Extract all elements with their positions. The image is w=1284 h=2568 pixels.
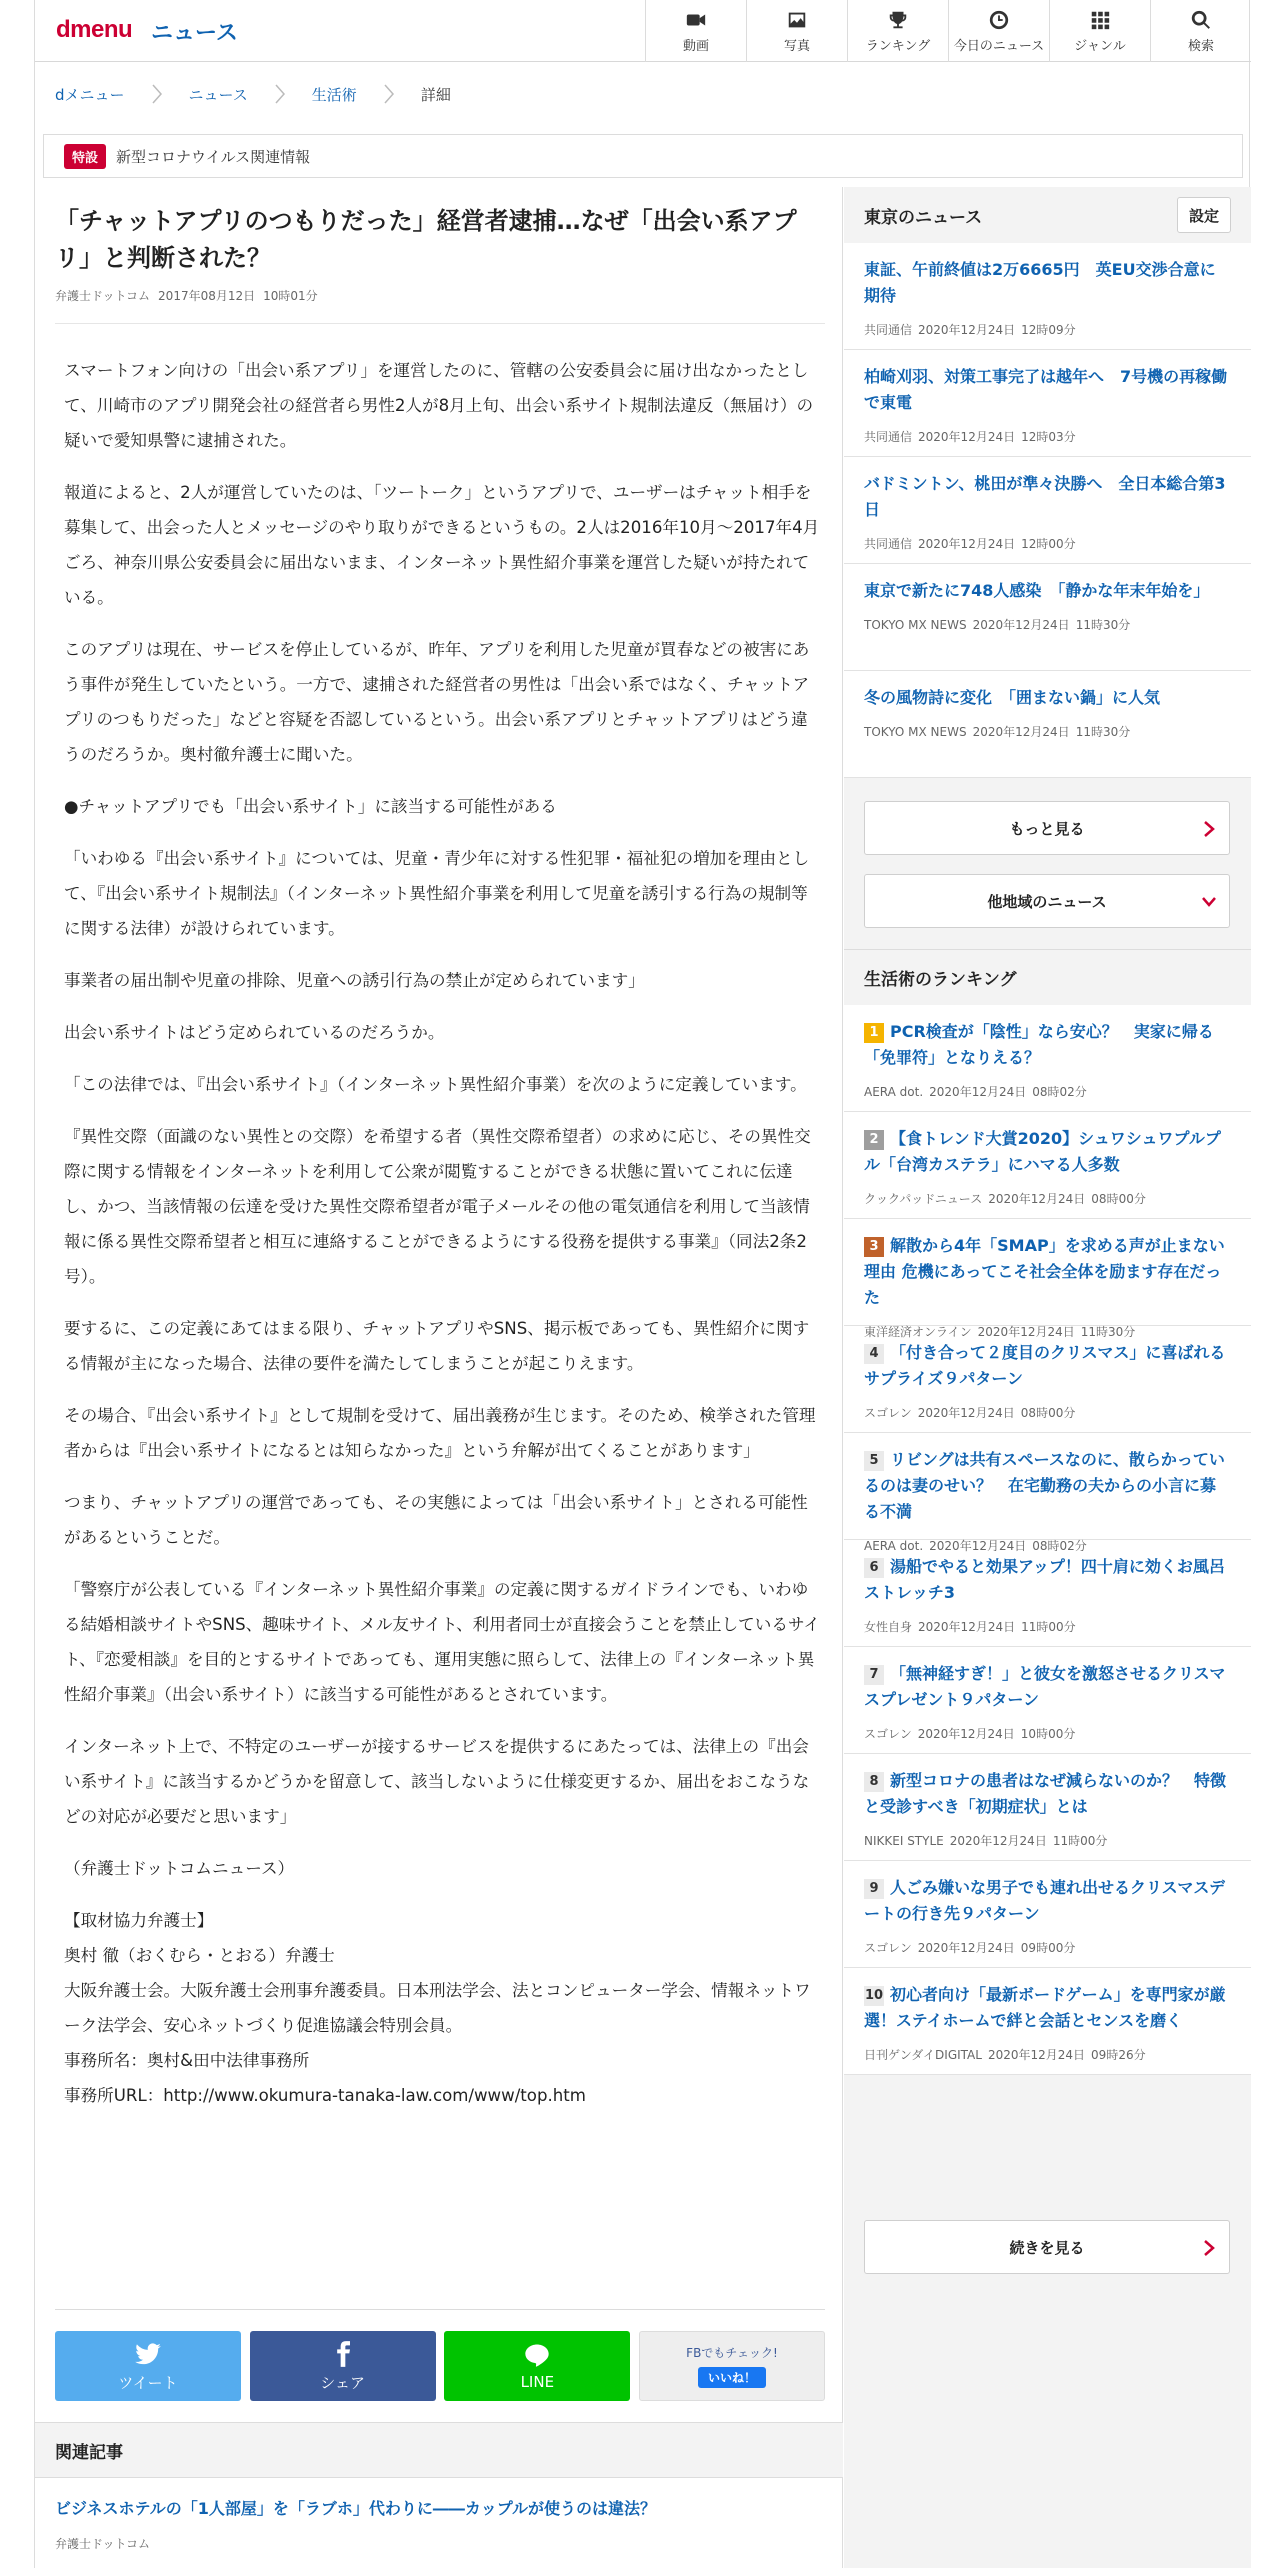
ranking-title-text[interactable]: 8 新型コロナの患者はなぜ減らないのか？ 特徴と受診すべき「初期症状」とは [864,1771,1227,1816]
tokyo-news-title: 東京のニュース [864,207,983,228]
search-icon [1190,9,1212,31]
nav-label: 検索 [1187,38,1214,54]
chevron-down-icon [1201,892,1217,912]
tokyo-news-list [844,243,1251,778]
news-item[interactable] [844,350,1251,457]
nav-label: 写真 [783,38,810,54]
bio-description: 大阪弁護士会。大阪弁護士会刑事弁護委員。日本刑法学会、法とコンピューター学会、情報ネットワーク法学会、安心ネットづくり促進協議会特別会員。 [64,1981,811,2035]
sidebar [844,187,1251,2568]
ranking-meta: スゴレン 2020年12月24日 09時00分 [864,1941,1076,1955]
nav-ranking[interactable] [847,0,948,62]
rank-badge: 5 [864,1451,884,1471]
chevron-right-icon [248,63,312,125]
nav-label: ランキング [865,38,931,54]
rank-badge: 7 [864,1665,884,1685]
breadcrumb-lifestyle[interactable]: 生活術 [311,85,357,104]
tokyo-news-heading [844,187,1251,243]
article-paragraph: 事業者の届出制や児童の排除、児童への誘引行為の禁止が定められています」 [64,971,645,990]
bio-office-url: 事務所URL：http://www.okumura-tanaka-law.com/www/top.htm [64,2086,586,2105]
ranking-item[interactable] [844,1219,1251,1339]
article-paragraph: 「いわゆる『出会い系サイト』については、児童・青少年に対する性犯罪・福祉犯の増加を理由として、『出会い系サイト規制法』（インターネット異性紹介事業を利用して児童を誘引する行為の規制等に関する法律）が設けられています。 [64,849,810,938]
related-article-item[interactable] [55,2495,825,2552]
nav-label: 動画 [682,38,709,54]
breadcrumb-news[interactable]: ニュース [188,85,248,104]
ranking-meta: クックパッドニュース 2020年12月24日 08時00分 [864,1192,1146,1206]
ranking-title: 生活術のランキング [864,970,1017,990]
clock-icon [988,9,1010,31]
article-paragraph: このアプリは現在、サービスを停止しているが、昨年、アプリを利用した児童が買春などの被害にあう事件が発生していたという。一方で、逮捕された経営者の男性は「出会い系ではなく、チャットアプリのつもりだった」などと容疑を否認しているという。出会い系アプリとチャットアプリはどう違うのだろうか。奥村徹弁護士に聞いた。 [64,640,810,764]
special-badge: 特設 [64,144,106,169]
chevron-right-icon [125,63,189,125]
ranking-title-text[interactable]: 1 PCR検査が「陰性」なら安心？ 実家に帰る「免罪符」となりえる？ [864,1022,1214,1067]
bio-office: 事務所名：奥村&田中法律事務所 [64,2051,310,2070]
rank-badge: 10 [864,1986,884,2006]
settings-button[interactable]: 設定 [1177,197,1231,233]
news-title[interactable]: 冬の風物詩に変化 「囲まない鍋」に人気 [864,688,1161,707]
other-regions-button[interactable] [864,874,1230,928]
rank-badge: 1 [864,1023,884,1043]
rank-badge: 8 [864,1772,884,1792]
rank-badge: 6 [864,1558,884,1578]
news-item[interactable] [844,564,1251,671]
ranking-item[interactable] [844,1326,1251,1433]
ranking-meta: 日刊ゲンダイDIGITAL 2020年12月24日 09時26分 [864,2048,1146,2062]
ranking-meta: スゴレン 2020年12月24日 08時00分 [864,1406,1076,1420]
ranking-meta: NIKKEI STYLE 2020年12月24日 11時00分 [864,1834,1108,1848]
ranking-list [844,1005,1251,2075]
news-title[interactable]: 柏崎刈羽、対策工事完了は越年へ 7号機の再稼働で東電 [864,367,1228,412]
article-paragraph: 『異性交際（面識のない異性との交際）を希望する者（異性交際希望者）の求めに応じ、その異性交際に関する情報をインターネットを利用して公衆が閲覧することができる状態に置いてこれに伝達し、かつ、当該情報の伝達を受けた異性交際希望者が電子メールその他の電気通信を利用して当該情報に係る異性交際希望者と相互に連絡することができるようにする役務を提供する事業』（同法2条2号）。 [64,1127,811,1286]
more-news-label: もっと見る [1009,819,1085,838]
article-title: 「チャットアプリのつもりだった」経営者逮捕…なぜ「出会い系アプリ」と判断された？ [55,207,797,272]
news-title[interactable]: バドミントン、桃田が準々決勝へ 全日本総合第3日 [864,474,1226,519]
article-time: 10時01分 [263,289,318,303]
line-icon [523,2341,551,2369]
ranking-item[interactable] [844,1005,1251,1112]
breadcrumb-dmenu[interactable]: dメニュー [55,85,125,104]
news-item[interactable] [844,671,1251,778]
news-title[interactable]: 東京で新たに748人感染 「静かな年末年始を」 [864,581,1210,600]
rank-badge: 2 [864,1130,884,1150]
news-meta: 共同通信 2020年12月24日 12時09分 [864,323,1076,337]
bio-heading: 【取材協力弁護士】 [64,1911,214,1930]
share-bar [55,2331,825,2401]
other-regions-label: 他地域のニュース [987,892,1107,911]
facebook-icon [329,2340,357,2368]
article-subheading: ●チャットアプリでも「出会い系サイト」に該当する可能性がある [64,797,557,816]
ranking-title-text[interactable]: 6 湯船でやると効果アップ！四十肩に効くお風呂ストレッチ3 [864,1557,1225,1602]
article-paragraph: 「この法律では、『出会い系サイト』（インターネット異性紹介事業）を次のように定義しています。 [64,1075,807,1094]
rank-badge: 9 [864,1879,884,1899]
ranking-more-label: 続きを見る [1009,2238,1085,2257]
ranking-title-text[interactable]: 10 初心者向け「最新ボードゲーム」を専門家が厳選！ステイホームで絆と会話とセンスを磨く [864,1985,1226,2030]
ranking-meta: スゴレン 2020年12月24日 10時00分 [864,1727,1076,1741]
video-camera-icon [685,9,707,31]
article-body [64,353,824,2113]
news-meta: TOKYO MX NEWS 2020年12月24日 11時30分 [864,725,1131,739]
news-item[interactable] [844,457,1251,564]
ranking-item[interactable] [844,1968,1251,2075]
nav-search[interactable] [1150,0,1251,62]
share-label: シェア [320,2373,365,2392]
chevron-right-icon [1201,2238,1217,2258]
special-feature-banner[interactable] [43,134,1243,178]
ranking-title-text[interactable]: 2 【食トレンド大賞2020】シュワシュワプルプル「台湾カステラ」にハマる人多数 [864,1129,1221,1174]
article-paragraph: スマートフォン向けの「出会い系アプリ」を運営したのに、管轄の公安委員会に届け出なかったとして、川崎市のアプリ開発会社の経営者ら男性2人が8月上旬、出会い系サイト規制法違反（無届け）の疑いで愛知県警に逮捕された。 [64,361,814,450]
global-nav [645,0,1251,62]
facebook-like-button[interactable]: いいね！ [698,2367,766,2388]
trophy-icon [887,9,909,31]
article-meta [55,287,326,304]
breadcrumb-current: 詳細 [420,85,451,104]
twitter-bird-icon [134,2340,162,2368]
news-title[interactable]: 東証、午前終値は2万6665円 英EU交渉合意に期待 [864,260,1216,305]
article-credit: （弁護士ドットコムニュース） [64,1859,295,1878]
related-article-source: 弁護士ドットコム [55,2537,151,2551]
photo-icon [786,9,808,31]
facebook-share-button[interactable] [250,2331,436,2401]
ranking-title-text[interactable]: 5 リビングは共有スペースなのに、散らかっているのは妻のせい？ 在宅勤務の夫からの小言に募る不満 [864,1450,1225,1521]
site-header [35,0,1251,62]
nav-today-news[interactable] [948,0,1049,62]
grid-icon [1089,9,1111,31]
nav-genre[interactable] [1049,0,1150,62]
ranking-meta: 東洋経済オンライン 2020年12月24日 11時30分 [864,1325,1136,1339]
bio-name: 奥村 徹（おくむら・とおる）弁護士 [64,1946,335,1965]
ranking-item[interactable] [844,1112,1251,1219]
tweet-button[interactable] [55,2331,241,2401]
page-container [34,0,1250,2568]
news-meta: 共同通信 2020年12月24日 12時03分 [864,430,1076,444]
ranking-item[interactable] [844,1540,1251,1647]
dmenu-logo[interactable]: dmenu [56,16,133,43]
article-paragraph: その場合、『出会い系サイト』として規制を受けて、届出義務が生じます。そのため、検挙された管理者からは『出会い系サイトになるとは知らなかった』という弁解が出てくることがあります」 [64,1406,816,1460]
tweet-label: ツイート [118,2373,178,2392]
ranking-more-button[interactable] [864,2220,1230,2274]
chevron-right-icon [1201,819,1217,839]
ranking-item[interactable] [844,1754,1251,1861]
ranking-meta: 女性自身 2020年12月24日 11時00分 [864,1620,1076,1634]
ranking-title-text[interactable]: 7 「無神経すぎ！」と彼女を激怒させるクリスマスプレゼント９パターン [864,1664,1226,1709]
divider [55,323,825,324]
news-item[interactable] [844,243,1251,350]
news-meta: 共同通信 2020年12月24日 12時00分 [864,537,1076,551]
article-paragraph: 出会い系サイトはどう定められているのだろうか。 [64,1023,445,1042]
nav-photo[interactable] [746,0,847,62]
main-column [35,187,843,2568]
line-label: LINE [520,2373,555,2391]
breadcrumb [35,63,1251,125]
article-paragraph: インターネット上で、不特定のユーザーが接するサービスを提供するにあたっては、法律上の『出会い系サイト』に該当するかどうかを留意して、該当しないように仕様変更するか、届出をおこなうなどの対応が必要だと思います」 [64,1737,810,1826]
article-paragraph: 「警察庁が公表している『インターネット異性紹介事業』の定義に関するガイドラインでも、いわゆる結婚相談サイトやSNS、趣味サイト、メル友サイト、利用者同士が直接会うことを禁止しているサイト、『恋愛相談』を目的とするサイトであっても、運用実態に照らして、法律上の『インターネット異性紹介事業』（出会い系サイト）に該当する可能性があるとされています。 [64,1580,820,1704]
article-source: 弁護士ドットコム [55,289,151,303]
article-paragraph: 報道によると、2人が運営していたのは、「ツートーク」というアプリで、ユーザーはチャット相手を募集して、出会った人とメッセージのやり取りができるというもの。2人は2016年10月〜2017年4月ごろ、神奈川県公安委員会に届出ないまま、インターネット異性紹介事業を運営した疑いが持たれている。 [64,483,820,607]
nav-video[interactable] [645,0,746,62]
ranking-title-text[interactable]: 9 人ごみ嫌いな男子でも連れ出せるクリスマスデートの行き先９パターン [864,1878,1226,1923]
ranking-item[interactable] [844,1433,1251,1553]
chevron-right-icon [357,63,421,125]
ranking-item[interactable] [844,1861,1251,1968]
more-news-button[interactable] [864,801,1230,855]
nav-label: ジャンル [1074,38,1126,54]
rank-badge: 4 [864,1344,884,1364]
fb-check-text: FBでもチェック! [686,2346,778,2360]
line-share-button[interactable] [444,2331,630,2401]
article-date: 2017年08月12日 [158,289,256,303]
divider [55,2309,825,2310]
special-link-text[interactable]: 新型コロナウイルス関連情報 [116,147,311,166]
news-meta: TOKYO MX NEWS 2020年12月24日 11時30分 [864,618,1131,632]
ranking-title-text[interactable]: 4 「付き合って２度目のクリスマス」に喜ばれるサプライズ９パターン [864,1343,1226,1388]
lawyer-bio [64,1903,824,2113]
article-paragraph: 要するに、この定義にあてはまる限り、チャットアプリやSNS、掲示板であっても、異性紹介に関する情報が主になった場合、法律の要件を満たしてしまうことが起こりえます。 [64,1319,810,1373]
facebook-like-box[interactable] [639,2331,825,2401]
nav-label: 今日のニュース [953,38,1045,54]
ranking-item[interactable] [844,1647,1251,1754]
related-articles-heading: 関連記事 [35,2422,843,2478]
rank-badge: 3 [864,1237,884,1257]
article-paragraph: つまり、チャットアプリの運営であっても、その実態によっては「出会い系サイト」とされる可能性があるということだ。 [64,1493,808,1547]
ranking-meta: AERA dot. 2020年12月24日 08時02分 [864,1539,1087,1553]
ranking-meta: AERA dot. 2020年12月24日 08時02分 [864,1085,1087,1099]
ranking-heading [844,949,1251,1005]
related-article-title[interactable]: ビジネスホテルの「1人部屋」を「ラブホ」代わりに――カップルが使うのは違法？ [55,2499,657,2518]
ranking-title-text[interactable]: 3 解散から4年「SMAP」を求める声が止まない理由 危機にあってこそ社会全体を励ます存在だった [864,1236,1225,1307]
section-name[interactable]: ニュース [151,21,238,46]
